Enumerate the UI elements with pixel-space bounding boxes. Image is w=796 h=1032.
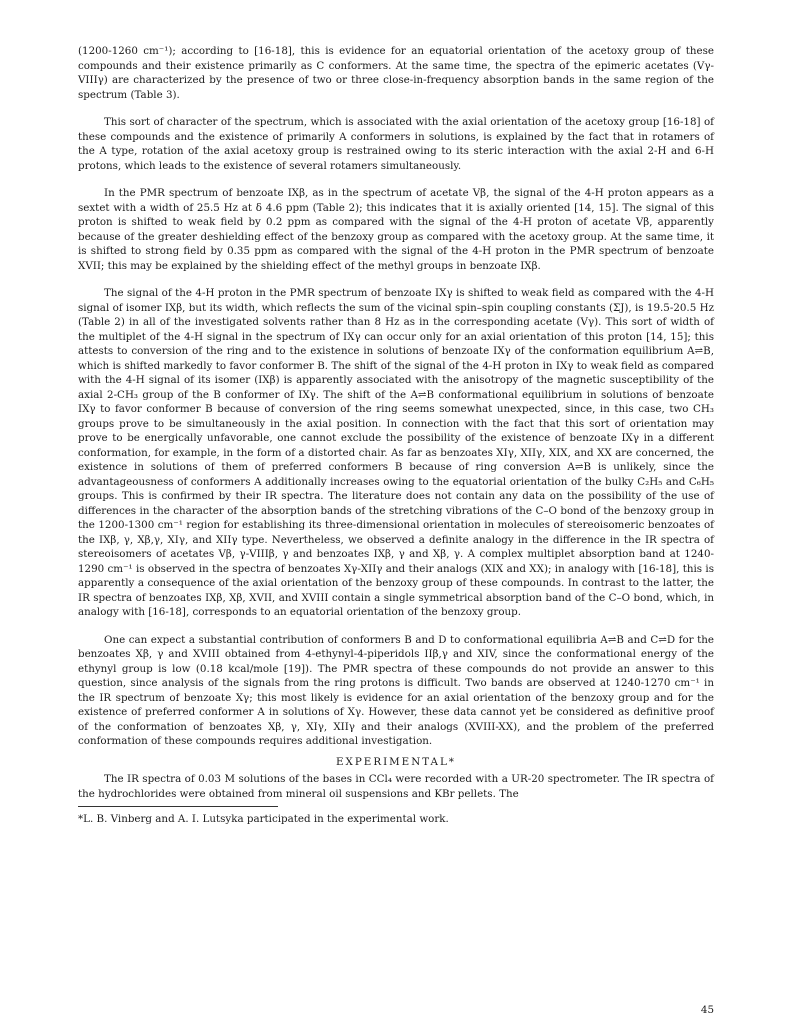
paragraph-4: The signal of the 4-H proton in the PMR spectrum of benzoate IXγ is shifted to weak field as compared with the 4-H signal of isomer IXβ, but its width, which reflects the sum of the vicinal spin–spin coupling constants (ΣJ), is 19.5-20.5 Hz (Table 2) in all of the investigated solvents rather than 8 Hz as in the corresponding acetate (Vγ). This sort of width of the multiplet of the 4-H signal in the spectrum of IXγ can occur only for an axial orientation of this proton [14, 15]; this attests to conversion of the ring and to the existence in solutions of benzoate IXγ of the conformation equilibrium A⇌B, which is shifted markedly to favor conformer B. The shift of the signal of the 4-H proton in IXγ to weak field as compared with the 4-H signal of its isomer (IXβ) is apparently associated with the anisotropy of the magnetic susceptibility of the axial 2-CH₃ group of the B conformer of IXγ. The shift of the A⇌B conformational equilibrium in solutions of benzoate IXγ to favor conformer B because of conversion of the ring seems somewhat unexpected, since, in this case, two CH₃ groups prove to be simultaneously in the axial position. In connection with the fact that this sort of orientation may prove to be energically unfavorable, one cannot exclude the possibility of the existence of benzoate IXγ in a different conformation, for example, in the form of a distorted chair. As far as benzoates XIγ, XIIγ, XIX, and XX are concerned, the existence in solutions of them of preferred conformers B because of ring conversion A⇌B is unlikely, since the advantageousness of conformers A additionally increases owing to the equatorial orientation of the bulky C₂H₅ and C₆H₅ groups. This is confirmed by their IR spectra. The literature does not contain any data on the possibility of the use of differences in the character of the absorption bands of the stretching vibrations of the C–O bond of the benzoxy group in the 1200-1300 cm⁻¹ region for establishing its three-dimensional orientation in molecules of stereoisomeric benzoates of the IXβ, γ, Xβ,γ, XIγ, and XIIγ type. Nevertheless, we observed a definite analogy in the difference in the IR spectra of stereoisomers of acetates Vβ, γ-VIIIβ, γ and benzoates IXβ, γ and Xβ, γ. A complex multiplet absorption band at 1240-1290 cm⁻¹ is observed in the spectra of benzoates Xγ-XIIγ and their analogs (XIX and XX); in analogy with [16-18], this is apparently a consequence of the axial orientation of the benzoxy group of these compounds. In contrast to the latter, the IR spectra of benzoates IXβ, Xβ, XVII, and XVIII contain a single symmetrical absorption band of the C–O bond, which, in analogy with [16-18], corresponds to an equatorial orientation of the benzoxy group. <box>78 287 714 618</box>
footnote: *L. B. Vinberg and A. I. Lutsyka participated in the experimental work. <box>78 813 449 825</box>
footnote-divider <box>78 806 278 807</box>
paragraph-5: One can expect a substantial contribution of conformers B and D to conformational equilibria A⇌B and C⇌D for the benzoates Xβ, γ and XVIII obtained from 4-ethynyl-4-piperidols IIβ,γ and XIV, since the conformational energy of the ethynyl group is low (0.18 kcal/mole [19]). The PMR spectra of these compounds do not provide an answer to this question, since analysis of the signals from the ring protons is difficult. Two bands are observed at 1240-1270 cm⁻¹ in the IR spectrum of benzoate Xγ; this most likely is evidence for an axial orientation of the benzoxy group and for the existence of preferred conformer A in solutions of Xγ. However, these data cannot yet be considered as definitive proof of the conformation of benzoates Xβ, γ, XIγ, XIIγ and their analogs (XVIII-XX), and the problem of the preferred conformation of these compounds requires additional investigation. <box>78 633 714 747</box>
paragraph-2: This sort of character of the spectrum, which is associated with the axial orientation of the acetoxy group [16-18] of these compounds and the existence of primarily A conformers in solutions, is explained by the fact that in rotamers of the A type, rotation of the axial acetoxy group is restrained owing to its steric interaction with the axial 2-H and 6-H protons, which leads to the existence of several rotamers simultaneously. <box>78 116 714 172</box>
section-heading-experimental: EXPERIMENTAL* <box>336 755 456 768</box>
paragraph-3: In the PMR spectrum of benzoate IXβ, as in the spectrum of acetate Vβ, the signal of the 4-H proton appears as a sextet with a width of 25.5 Hz at δ 4.6 ppm (Table 2); this indicates that it is axially oriented [14, 15]. The signal of this proton is shifted to weak field by 0.2 ppm as compared with the signal of the 4-H proton of acetate Vβ, apparently because of the greater deshielding effect of the benzoxy group as compared with the acetoxy group. At the same time, it is shifted to strong field by 0.35 ppm as compared with the signal of the 4-H proton in the PMR spectrum of benzoate XVII; this may be explained by the shielding effect of the methyl groups in benzoate IXβ. <box>78 187 714 272</box>
experimental-paragraph: The IR spectra of 0.03 M solutions of the bases in CCl₄ were recorded with a UR-20 spectrometer. The IR spectra of the hydrochlorides were obtained from mineral oil suspensions and KBr pellets. The <box>78 773 714 800</box>
paragraph-1: (1200-1260 cm⁻¹); according to [16-18], this is evidence for an equatorial orientation of the acetoxy group of these compounds and their existence primarily as C conformers. At the same time, the spectra of the epimeric acetates (Vγ-VIIIγ) are characterized by the presence of two or three close-in-frequency absorption bands in the same region of the spectrum (Table 3). <box>78 45 714 101</box>
page-number: 45 <box>700 1004 714 1016</box>
